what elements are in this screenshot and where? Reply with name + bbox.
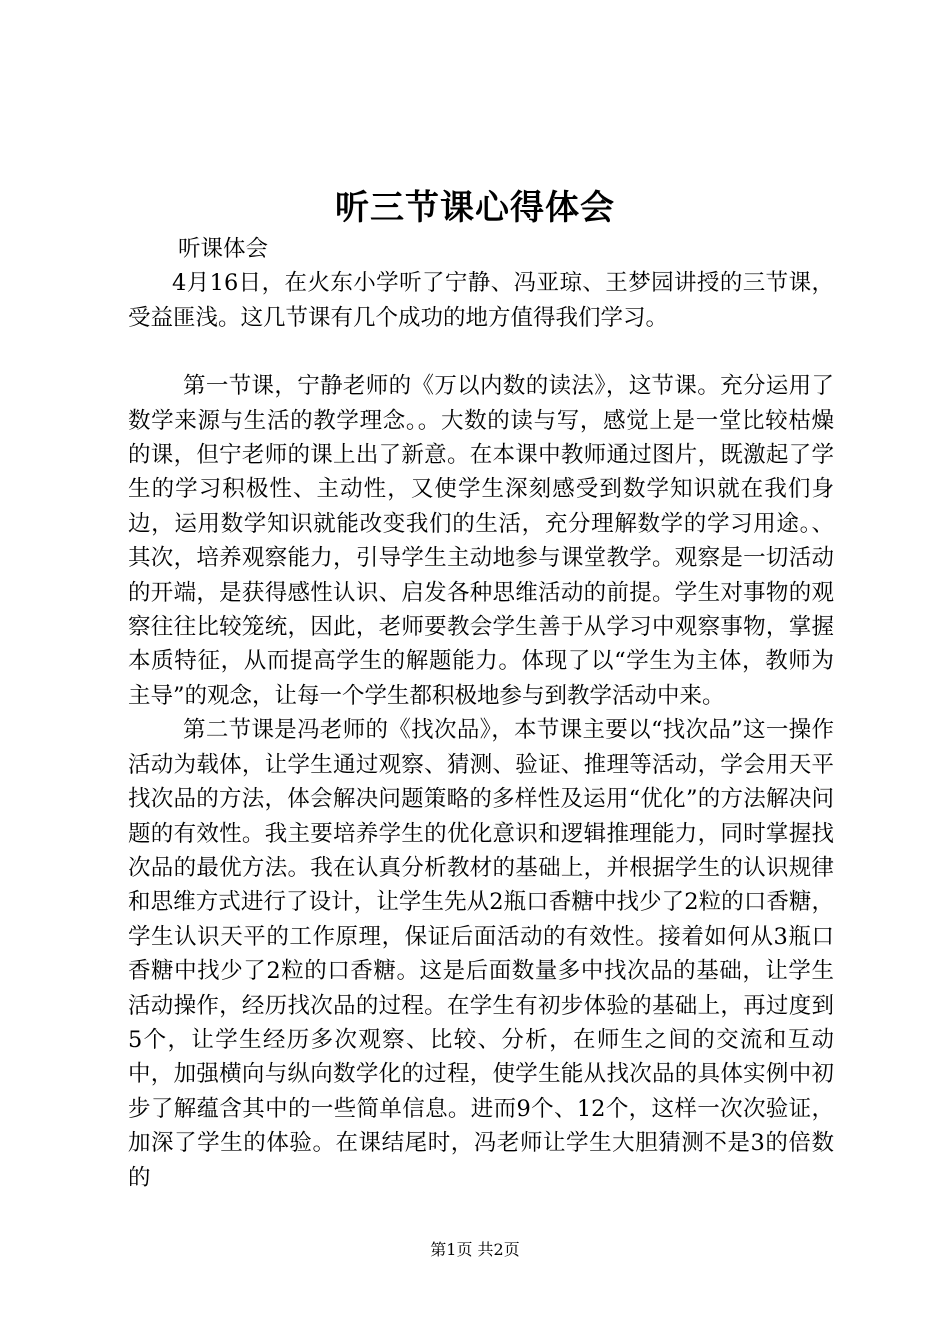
document-body — [128, 232, 834, 1195]
paragraph-lesson-one: 第一节课，宁静老师的《万以内数的读法》，这节课。充分运用了数学来源与生活的教学理念。。大数的读与写，感觉上是一堂比较枯燥的课，但宁老师的课上出了新意。在本课中教师通过图片，既激起了学生的学习积极性、主动性，又使学生深刻感受到数学知识就在我们身边，运用数学知识就能改变我们的生活，充分理解数学的学习用途。、其次，培养观察能力，引导学生主动地参与课堂教学。观察是一切活动的开端，是获得感性认识、启发各种思维活动的前提。学生对事物的观察往往比较笼统，因此，老师要教会学生善于从学习中观察事物，掌握本质特征，从而提高学生的解题能力。体现了以“学生为主体，教师为主导”的观念，让每一个学生都积极地参与到教学活动中来。 — [128, 373, 834, 709]
document-title: 听三节课心得体会 — [335, 188, 615, 228]
paragraph-lesson-two: 第二节课是冯老师的《找次品》，本节课主要以“找次品”这一操作活动为载体，让学生通过观察、猜测、验证、推理等活动，学会用天平找次品的方法，体会解决问题策略的多样性及运用“优化”的方法解决问题的有效性。我主要培养学生的优化意识和逻辑推理能力，同时掌握找次品的最优方法。我在认真分析教材的基础上，并根据学生的认识规律和思维方式进行了设计，让学生先从2瓶口香糖中找少了2粒的口香糖，学生认识天平的工作原理，保证后面活动的有效性。接着如何从3瓶口香糖中找少了2粒的口香糖。这是后面数量多中找次品的基础，让学生活动操作，经历找次品的过程。在学生有初步体验的基础上，再过度到5个，让学生经历多次观察、比较、分析，在师生之间的交流和互动中，加强横向与纵向数学化的过程，使学生能从找次品的具体实例中初步了解蕴含其中的一些简单信息。进而9个、12个，这样一次次验证，加深了学生的体验。在课结尾时，冯老师让学生大胆猜测不是3的倍数的 — [128, 717, 834, 1191]
document-subtitle: 听课体会 — [178, 236, 269, 262]
page-number: 第1页 共2页 — [430, 1240, 520, 1259]
paragraph-intro: 4月16日，在火东小学听了宁静、冯亚琼、王梦园讲授的三节课，受益匪浅。这几节课有几个成功的地方值得我们学习。 — [128, 270, 834, 331]
